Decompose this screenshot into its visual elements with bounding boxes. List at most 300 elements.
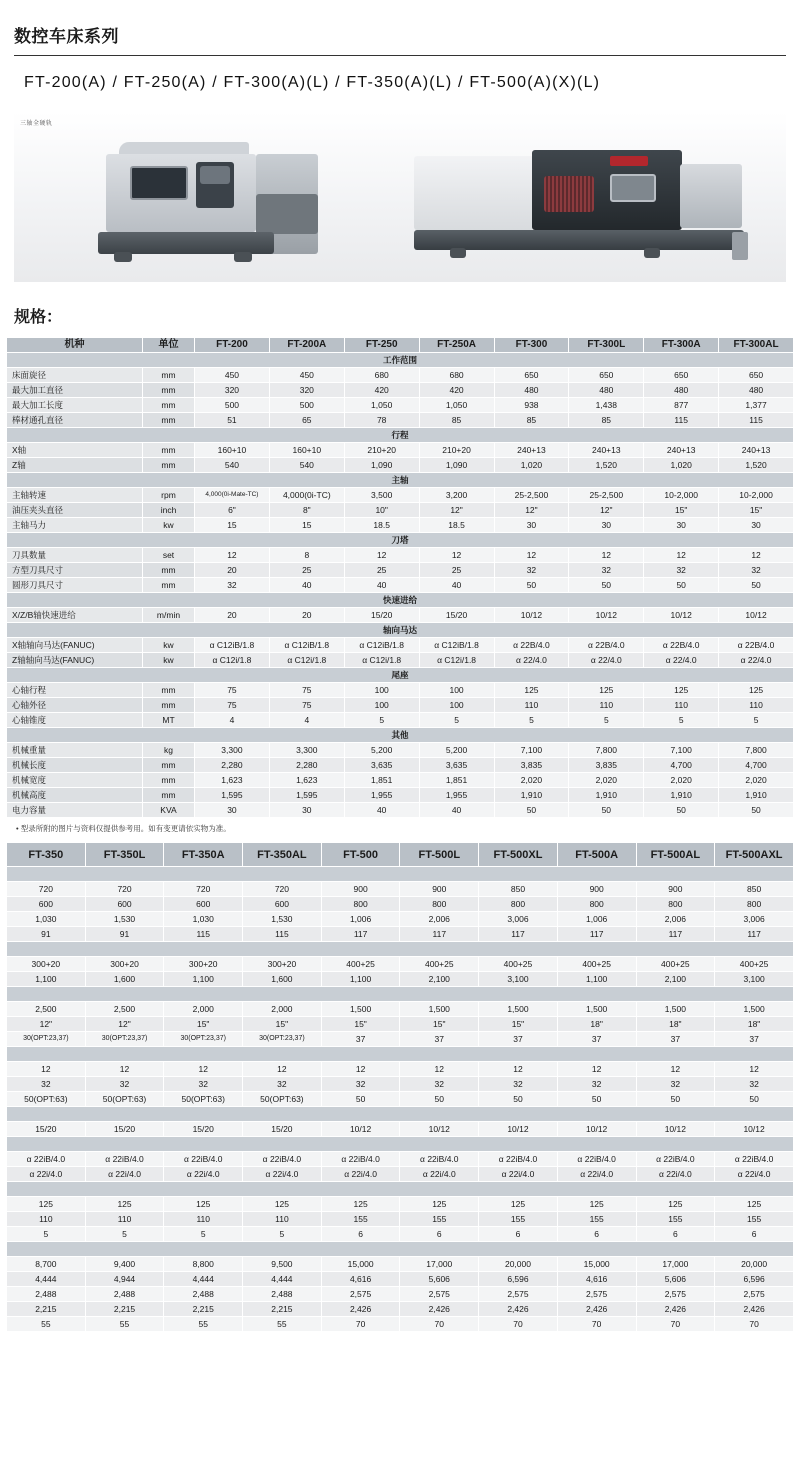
table1-header-cell-1: 单位 [143, 338, 195, 353]
table2-cell: α 22i/4.0 [85, 1167, 164, 1182]
table1-cell: 75 [269, 683, 344, 698]
table1-header-cell-8: FT-300A [644, 338, 719, 353]
table1-row-label: 电力容量 [7, 803, 143, 818]
table2-cell: 70 [715, 1317, 794, 1332]
table1-section-row [7, 668, 794, 683]
table1-cell: 3,300 [195, 743, 270, 758]
table2-cell: 6 [400, 1227, 479, 1242]
table-row [7, 788, 794, 803]
table2-cell: 2,575 [715, 1287, 794, 1302]
table2-cell: 17,000 [400, 1257, 479, 1272]
table2-section-spacer [7, 1182, 794, 1197]
table1-cell: α 22B/4.0 [569, 638, 644, 653]
table1-cell: 100 [419, 698, 494, 713]
table1-cell: 1,050 [419, 398, 494, 413]
table1-cell: 480 [719, 383, 794, 398]
table1-cell: 50 [569, 803, 644, 818]
table2-cell: 6 [321, 1227, 400, 1242]
table1-cell: 7,800 [569, 743, 644, 758]
table2-cell: 2,426 [636, 1302, 715, 1317]
table1-cell: 40 [269, 578, 344, 593]
table-row [7, 683, 794, 698]
table1-cell: 480 [644, 383, 719, 398]
table1-cell: 420 [344, 383, 419, 398]
table2-cell: 6 [479, 1227, 558, 1242]
table1-cell: 20 [269, 608, 344, 623]
table2-cell: 155 [557, 1212, 636, 1227]
table2-cell: 2,426 [400, 1302, 479, 1317]
table2-cell: 18" [636, 1017, 715, 1032]
table1-cell: 1,020 [644, 458, 719, 473]
table1-cell: α C12i/1.8 [195, 653, 270, 668]
table-row [7, 803, 794, 818]
table2-cell: 125 [715, 1197, 794, 1212]
title-divider [14, 55, 786, 56]
table2-header-cell-8: FT-500AL [636, 843, 715, 867]
table1-cell: 2,020 [494, 773, 569, 788]
table2-cell: 1,500 [636, 1002, 715, 1017]
table1-cell: 10/12 [494, 608, 569, 623]
table2-cell: 2,500 [85, 1002, 164, 1017]
table1-cell: α 22/4.0 [719, 653, 794, 668]
table1-row-unit: mm [143, 383, 195, 398]
table-row [7, 1287, 794, 1302]
table-row [7, 1197, 794, 1212]
table2-cell: 1,030 [164, 912, 243, 927]
table1-cell: 8" [269, 503, 344, 518]
table1-cell: 12" [494, 503, 569, 518]
table2-cell: 50 [636, 1092, 715, 1107]
table1-cell: 3,300 [269, 743, 344, 758]
table2-cell: 110 [85, 1212, 164, 1227]
table2-cell: 125 [85, 1197, 164, 1212]
table2-cell: 1,030 [7, 912, 86, 927]
table2-header-cell-1: FT-350L [85, 843, 164, 867]
table2-cell: 30(OPT:23,37) [7, 1032, 86, 1047]
table1-row-unit: mm [143, 788, 195, 803]
table-row [7, 548, 794, 563]
table2-cell: 117 [557, 927, 636, 942]
table1-header-cell-7: FT-300L [569, 338, 644, 353]
table2-cell: α 22i/4.0 [400, 1167, 479, 1182]
model-list: FT-200(A) / FT-250(A) / FT-300(A)(L) / FT-350(A)(L) / FT-500(A)(X)(L) [24, 74, 601, 91]
table1-cell: 12 [719, 548, 794, 563]
table2-cell: 32 [557, 1077, 636, 1092]
table-row [7, 518, 794, 533]
table1-cell: 320 [195, 383, 270, 398]
table1-row-label: 主轴马力 [7, 518, 143, 533]
table2-cell: 32 [321, 1077, 400, 1092]
table2-header-cell-4: FT-500 [321, 843, 400, 867]
table2-cell: 125 [164, 1197, 243, 1212]
table2-cell: 15" [400, 1017, 479, 1032]
table2-cell: α 22i/4.0 [321, 1167, 400, 1182]
table2-cell: 400+25 [715, 957, 794, 972]
table1-cell: 540 [269, 458, 344, 473]
table1-row-label: 机械宽度 [7, 773, 143, 788]
table2-cell: α 22iB/4.0 [243, 1152, 322, 1167]
table1-cell: 1,438 [569, 398, 644, 413]
table2-cell: 5,606 [636, 1272, 715, 1287]
table1-row-label: 机械长度 [7, 758, 143, 773]
table1-cell: 110 [719, 698, 794, 713]
table1-row-unit: mm [143, 443, 195, 458]
table1-cell: 85 [419, 413, 494, 428]
table2-cell: 20,000 [715, 1257, 794, 1272]
table2-cell: 125 [479, 1197, 558, 1212]
table1-cell: 1,595 [195, 788, 270, 803]
table2-cell: 800 [636, 897, 715, 912]
table1-row-label: 刀具数量 [7, 548, 143, 563]
table2-cell: 300+20 [85, 957, 164, 972]
table1-header-cell-9: FT-300AL [719, 338, 794, 353]
table1-cell: 5,200 [419, 743, 494, 758]
table-row [7, 972, 794, 987]
table1-cell: 32 [644, 563, 719, 578]
table1-cell: 1,090 [419, 458, 494, 473]
table1-row-label: X轴 [7, 443, 143, 458]
table1-cell: α C12i/1.8 [344, 653, 419, 668]
table1-cell: 480 [494, 383, 569, 398]
table2-cell: 1,500 [557, 1002, 636, 1017]
table1-cell: 1,851 [419, 773, 494, 788]
table1-cell: 115 [644, 413, 719, 428]
table1-cell: α C12i/1.8 [419, 653, 494, 668]
table-row [7, 713, 794, 728]
table1-section-row [7, 428, 794, 443]
table2-cell: 10/12 [321, 1122, 400, 1137]
table-row [7, 1122, 794, 1137]
table1-cell: 40 [344, 803, 419, 818]
table1-row-label: 主轴转速 [7, 488, 143, 503]
table2-cell: 1,100 [321, 972, 400, 987]
table-row [7, 957, 794, 972]
table2-cell: 70 [321, 1317, 400, 1332]
table-row [7, 413, 794, 428]
table1-row-label: 棒材通孔直径 [7, 413, 143, 428]
table1-row-unit: mm [143, 773, 195, 788]
table2-header-cell-2: FT-350A [164, 843, 243, 867]
table1-cell: 12 [195, 548, 270, 563]
table2-cell: 6,596 [715, 1272, 794, 1287]
table2-cell: 4,444 [243, 1272, 322, 1287]
table1-cell: 115 [719, 413, 794, 428]
catalog-page [0, 22, 800, 1342]
table1-cell: 650 [569, 368, 644, 383]
table2-cell: 300+20 [7, 957, 86, 972]
table1-cell: 450 [269, 368, 344, 383]
table2-section-row [7, 1107, 794, 1122]
table1-cell: 30 [195, 803, 270, 818]
table2-section-row [7, 1242, 794, 1257]
table2-cell: 9,500 [243, 1257, 322, 1272]
table1-row-unit: kg [143, 743, 195, 758]
table2-cell: 15/20 [7, 1122, 86, 1137]
table2-cell: 30(OPT:23,37) [243, 1032, 322, 1047]
table1-section-label: 刀塔 [7, 533, 794, 548]
table1-header-cell-4: FT-250 [344, 338, 419, 353]
table2-section-spacer [7, 1242, 794, 1257]
table2-cell: 1,006 [321, 912, 400, 927]
table2-cell: α 22iB/4.0 [636, 1152, 715, 1167]
table2-section-spacer [7, 987, 794, 1002]
table1-section-label: 快速进给 [7, 593, 794, 608]
table2-cell: 2,000 [164, 1002, 243, 1017]
table2-section-row [7, 987, 794, 1002]
table1-cell: 650 [719, 368, 794, 383]
table1-cell: 2,020 [719, 773, 794, 788]
table1-cell: 5 [719, 713, 794, 728]
table1-row-label: 床面旋径 [7, 368, 143, 383]
table1-cell: 15" [719, 503, 794, 518]
table2-cell: 2,426 [715, 1302, 794, 1317]
table1-section-label: 其他 [7, 728, 794, 743]
table2-cell: 12" [7, 1017, 86, 1032]
table1-cell: α 22/4.0 [644, 653, 719, 668]
table1-row-label: 机械重量 [7, 743, 143, 758]
table1-cell: 30 [644, 518, 719, 533]
table1-row-unit: set [143, 548, 195, 563]
table2-cell: 15,000 [321, 1257, 400, 1272]
table2-cell: 18" [557, 1017, 636, 1032]
table1-row-unit: mm [143, 758, 195, 773]
table1-cell: α C12iB/1.8 [195, 638, 270, 653]
table1-cell: 10/12 [569, 608, 644, 623]
table2-cell: 3,100 [715, 972, 794, 987]
table2-cell: 10/12 [400, 1122, 479, 1137]
table1-cell: 4 [269, 713, 344, 728]
table1-cell: 15 [269, 518, 344, 533]
table2-cell: 2,215 [85, 1302, 164, 1317]
table1-cell: 12 [494, 548, 569, 563]
table1-row-label: Z轴 [7, 458, 143, 473]
table-row [7, 443, 794, 458]
table1-cell: 1,520 [569, 458, 644, 473]
table2-cell: 2,426 [321, 1302, 400, 1317]
table2-cell: 20,000 [479, 1257, 558, 1272]
table1-section-label: 主轴 [7, 473, 794, 488]
table1-cell: 480 [569, 383, 644, 398]
table1-row-label: 方型刀具尺寸 [7, 563, 143, 578]
table1-cell: 6" [195, 503, 270, 518]
table1-section-row [7, 473, 794, 488]
table1-cell: 100 [419, 683, 494, 698]
table1-cell: 680 [344, 368, 419, 383]
table2-cell: 800 [400, 897, 479, 912]
table1-row-unit: MT [143, 713, 195, 728]
table2-cell: 800 [557, 897, 636, 912]
table1-cell: 2,020 [644, 773, 719, 788]
table1-cell: 240+13 [644, 443, 719, 458]
table1-cell: 65 [269, 413, 344, 428]
table1-cell: 12 [569, 548, 644, 563]
table1-row-label: 机械高度 [7, 788, 143, 803]
table2-cell: 2,426 [557, 1302, 636, 1317]
spec-heading: 规格： [14, 309, 63, 326]
table2-cell: 850 [715, 882, 794, 897]
table2-cell: 70 [557, 1317, 636, 1332]
table-row [7, 383, 794, 398]
table1-cell: 32 [719, 563, 794, 578]
table1-cell: 3,635 [344, 758, 419, 773]
table2-header-cell-3: FT-350AL [243, 843, 322, 867]
table2-cell: 55 [7, 1317, 86, 1332]
table2-cell: 12 [85, 1062, 164, 1077]
table1-row-unit: mm [143, 698, 195, 713]
table1-cell: 938 [494, 398, 569, 413]
table1-cell: 15/20 [419, 608, 494, 623]
table2-cell: 32 [243, 1077, 322, 1092]
table1-cell: 650 [494, 368, 569, 383]
table2-cell: 117 [715, 927, 794, 942]
table2-cell: α 22iB/4.0 [479, 1152, 558, 1167]
table2-cell: 5,606 [400, 1272, 479, 1287]
table2-cell: 300+20 [164, 957, 243, 972]
table1-cell: 20 [195, 563, 270, 578]
table2-cell: 400+25 [400, 957, 479, 972]
page-title: 数控车床系列 [14, 27, 119, 46]
table2-cell: 3,006 [715, 912, 794, 927]
table-row [7, 743, 794, 758]
table2-cell: 6,596 [479, 1272, 558, 1287]
table1-cell: α C12iB/1.8 [269, 638, 344, 653]
photo-caption: 三轴全硬轨 [20, 121, 53, 127]
table1-cell: 100 [344, 683, 419, 698]
table2-cell: 155 [321, 1212, 400, 1227]
table2-cell: 125 [243, 1197, 322, 1212]
table1-section-label: 尾座 [7, 668, 794, 683]
table1-cell: 240+13 [719, 443, 794, 458]
table2-cell: 4,616 [557, 1272, 636, 1287]
table2-cell: 32 [715, 1077, 794, 1092]
table2-cell: 155 [400, 1212, 479, 1227]
table1-cell: 2,280 [195, 758, 270, 773]
table2-cell: 2,006 [636, 912, 715, 927]
table1-row-unit: mm [143, 578, 195, 593]
table1-cell: 12" [419, 503, 494, 518]
table1-cell: 78 [344, 413, 419, 428]
table1-cell: 5 [644, 713, 719, 728]
table-row [7, 563, 794, 578]
table2-cell: 1,100 [7, 972, 86, 987]
table2-cell: 125 [7, 1197, 86, 1212]
table2-cell: 2,575 [321, 1287, 400, 1302]
table2-cell: 15" [243, 1017, 322, 1032]
table2-cell: 37 [715, 1032, 794, 1047]
table2-cell: 50 [479, 1092, 558, 1107]
table1-cell: 240+13 [494, 443, 569, 458]
table1-cell: 2,280 [269, 758, 344, 773]
table1-cell: 1,050 [344, 398, 419, 413]
table2-cell: α 22i/4.0 [557, 1167, 636, 1182]
table1-cell: 1,020 [494, 458, 569, 473]
table2-cell: 50(OPT:63) [7, 1092, 86, 1107]
table2-cell: 91 [7, 927, 86, 942]
table2-cell: 720 [164, 882, 243, 897]
table2-cell: 1,500 [400, 1002, 479, 1017]
table1-cell: 3,635 [419, 758, 494, 773]
table-row [7, 638, 794, 653]
table-row [7, 578, 794, 593]
table2-cell: 2,575 [636, 1287, 715, 1302]
table2-cell: 37 [557, 1032, 636, 1047]
table1-row-unit: mm [143, 398, 195, 413]
table2-cell: 2,575 [557, 1287, 636, 1302]
table2-cell: 2,006 [400, 912, 479, 927]
table2-cell: 900 [557, 882, 636, 897]
table1-cell: 50 [719, 578, 794, 593]
table2-cell: α 22iB/4.0 [400, 1152, 479, 1167]
table2-cell: 12 [557, 1062, 636, 1077]
table2-cell: 2,215 [7, 1302, 86, 1317]
table2-cell: 155 [715, 1212, 794, 1227]
table2-cell: 50(OPT:63) [164, 1092, 243, 1107]
table2-cell: 400+25 [479, 957, 558, 972]
table2-cell: 12" [85, 1017, 164, 1032]
table2-cell: 8,800 [164, 1257, 243, 1272]
table1-row-unit: KVA [143, 803, 195, 818]
table2-cell: 800 [321, 897, 400, 912]
table1-cell: 3,835 [569, 758, 644, 773]
table2-header-cell-9: FT-500AXL [715, 843, 794, 867]
table1-section-row [7, 728, 794, 743]
table1-cell: 5 [344, 713, 419, 728]
table-row [7, 897, 794, 912]
table1-cell: 650 [644, 368, 719, 383]
spec-table-1 [6, 337, 794, 818]
table-row [7, 927, 794, 942]
table2-cell: 2,100 [400, 972, 479, 987]
table1-cell: 50 [494, 803, 569, 818]
table1-cell: 32 [195, 578, 270, 593]
table1-cell: 30 [494, 518, 569, 533]
table2-cell: 4,444 [164, 1272, 243, 1287]
table1-cell: 8 [269, 548, 344, 563]
table1-cell: 10-2,000 [719, 488, 794, 503]
table2-cell: 2,215 [243, 1302, 322, 1317]
table-row [7, 1152, 794, 1167]
table1-cell: 30 [569, 518, 644, 533]
table2-cell: 6 [557, 1227, 636, 1242]
table2-cell: 30(OPT:23,37) [85, 1032, 164, 1047]
table1-cell: 540 [195, 458, 270, 473]
table1-section-row [7, 353, 794, 368]
table2-cell: 5 [7, 1227, 86, 1242]
table-row [7, 1212, 794, 1227]
table2-cell: 12 [321, 1062, 400, 1077]
table1-cell: 50 [719, 803, 794, 818]
table1-cell: 240+13 [569, 443, 644, 458]
table1-cell: 50 [494, 578, 569, 593]
table2-cell: 15" [321, 1017, 400, 1032]
table1-row-unit: mm [143, 683, 195, 698]
table1-section-label: 行程 [7, 428, 794, 443]
table2-section-spacer [7, 942, 794, 957]
table-row [7, 608, 794, 623]
table2-cell: 15/20 [85, 1122, 164, 1137]
table1-cell: 110 [494, 698, 569, 713]
table2-cell: 8,700 [7, 1257, 86, 1272]
table1-cell: 25-2,500 [494, 488, 569, 503]
table-row [7, 1167, 794, 1182]
table1-cell: 4,000(0i-TC) [269, 488, 344, 503]
table2-cell: α 22iB/4.0 [715, 1152, 794, 1167]
table1-cell: 125 [644, 683, 719, 698]
table1-cell: 40 [419, 803, 494, 818]
table2-cell: 70 [636, 1317, 715, 1332]
table2-cell: 32 [400, 1077, 479, 1092]
table1-row-label: 心轴行程 [7, 683, 143, 698]
